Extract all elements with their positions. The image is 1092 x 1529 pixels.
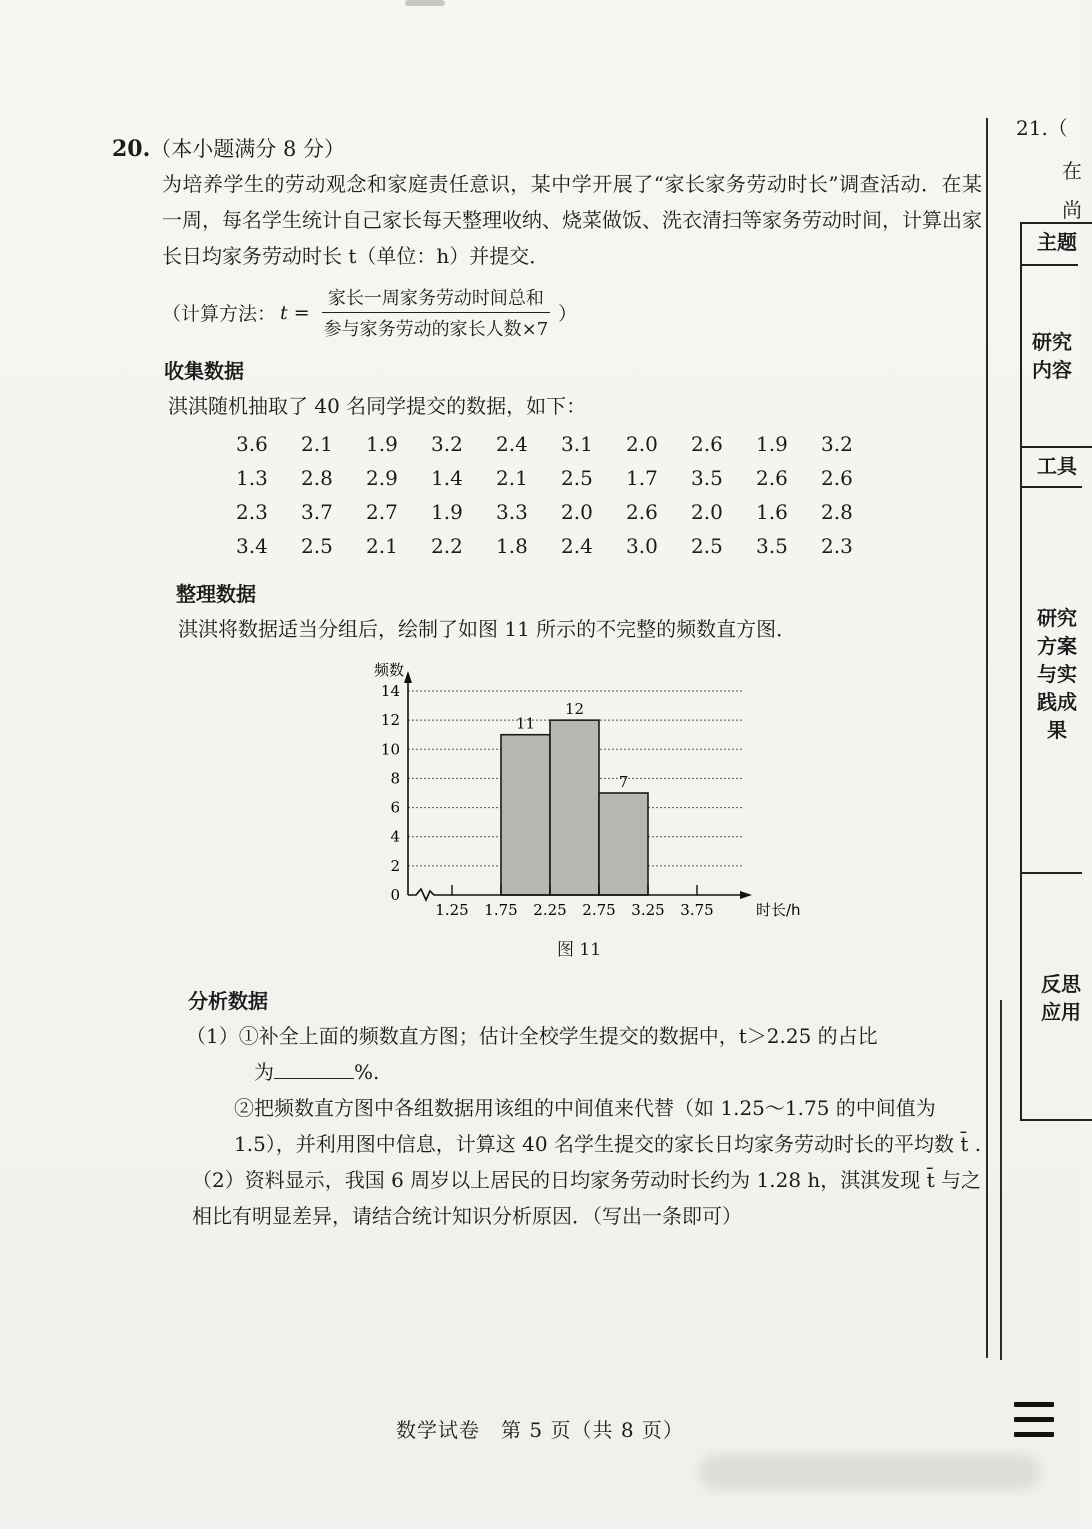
data-value: 3.5 <box>756 534 788 558</box>
question-1a-text: （1）①补全上面的频数直方图；估计全校学生提交的数据中，t＞2.25 的占比 <box>186 1024 878 1048</box>
table-cell-tools: 工具 <box>1022 446 1092 492</box>
data-value: 2.5 <box>561 466 593 490</box>
data-value: 2.0 <box>626 432 658 456</box>
question-1a-unit: %. <box>354 1060 380 1084</box>
problem-21-line1: 在 <box>1062 159 1082 183</box>
problem-21-number: 21.（ <box>1016 116 1068 140</box>
histogram-bar <box>550 720 599 895</box>
column-divider-lower <box>1000 1000 1002 1360</box>
y-tick-label: 4 <box>390 827 400 846</box>
answer-blank[interactable] <box>274 1058 354 1079</box>
data-value: 2.6 <box>691 432 723 456</box>
histogram-figure <box>364 661 801 971</box>
collect-title: 收集数据 <box>164 359 244 383</box>
score-note: （本小题满分 8 分） <box>150 137 345 161</box>
question-2: （2）资料显示，我国 6 周岁以上居民的日均家务劳动时长约为 1.28 h，淇淇发现 t̄ 与之相比有明显差异，请结合统计知识分析原因．（写出一条即可） <box>192 1168 982 1228</box>
x-tick-label: 2.75 <box>582 901 616 919</box>
data-value: 2.4 <box>496 432 528 456</box>
data-value: 2.6 <box>626 500 658 524</box>
method-prefix: （计算方法： <box>162 303 277 325</box>
data-value: 2.5 <box>301 534 333 558</box>
problem-header <box>112 132 982 166</box>
problem-intro: 为培养学生的劳动观念和家庭责任意识，某中学开展了“家长家务劳动时长”调查活动．在某一周，每名学生统计自己家长每天整理收纳、烧菜做饭、洗衣清扫等家务劳动时间，计算出家长日均家务劳动时长 t（单位：h）并提交． <box>162 172 982 268</box>
data-value: 3.2 <box>821 432 853 456</box>
data-value: 1.7 <box>626 466 658 490</box>
histogram-chart <box>364 661 801 931</box>
x-tick-label: 1.75 <box>484 901 518 919</box>
calc-method <box>162 284 982 341</box>
x-axis-label: 时长/h <box>756 901 801 919</box>
question-1b: ②把频数直方图中各组数据用该组的中间值来代替（如 1.25～1.75 的中间值为 1.5），并利用图中信息，计算这 40 名学生提交的家长日均家务劳动时长的平均数 t̄ . <box>234 1096 982 1156</box>
x-tick-label: 1.25 <box>435 901 469 919</box>
data-value: 2.0 <box>691 500 723 524</box>
y-tick-label: 0 <box>390 886 400 904</box>
data-value: 3.0 <box>626 534 658 558</box>
page-edge-mark <box>405 0 445 6</box>
y-tick-label: 12 <box>380 711 400 730</box>
x-tick-label: 2.25 <box>533 901 567 919</box>
data-value: 1.3 <box>236 466 268 490</box>
question-1a-pre: 为 <box>254 1060 274 1084</box>
data-value: 2.6 <box>821 466 853 490</box>
data-value: 2.8 <box>821 500 853 524</box>
table-cell-reflect: 反思应用 <box>1022 872 1082 1216</box>
data-value: 3.2 <box>431 432 463 456</box>
problem-21-table <box>1020 222 1092 1121</box>
data-value: 2.7 <box>366 500 398 524</box>
organize-title: 整理数据 <box>176 582 256 606</box>
organize-desc: 淇淇将数据适当分组后，绘制了如图 11 所示的不完整的频数直方图． <box>178 617 797 641</box>
data-value: 2.3 <box>236 500 268 524</box>
y-tick-label: 8 <box>390 769 400 788</box>
fraction-numerator: 家长一周家务劳动时间总和 <box>322 284 550 313</box>
data-value: 2.0 <box>561 500 593 524</box>
problem-number: 20. <box>112 136 151 162</box>
data-value: 3.3 <box>496 500 528 524</box>
data-value: 1.4 <box>431 466 463 490</box>
data-value: 2.9 <box>366 466 398 490</box>
bar-label: 11 <box>515 714 536 733</box>
problem-21-line2: 尚 <box>1062 198 1082 222</box>
bar-label: 7 <box>618 773 629 791</box>
method-fraction <box>318 284 555 341</box>
histogram-bar <box>501 735 550 895</box>
data-value: 2.5 <box>691 534 723 558</box>
analyze-title: 分析数据 <box>188 989 268 1013</box>
data-value: 3.4 <box>236 534 268 558</box>
table-cell-plan: 研究方案与实践成果 <box>1022 486 1082 984</box>
x-tick-label: 3.25 <box>631 901 665 919</box>
histogram-bar <box>599 793 648 895</box>
data-value: 3.1 <box>561 432 593 456</box>
data-value: 2.2 <box>431 534 463 558</box>
column-divider <box>986 118 988 1358</box>
data-value: 3.5 <box>691 466 723 490</box>
y-tick-label: 6 <box>390 798 400 817</box>
y-tick-label: 14 <box>380 682 400 700</box>
data-value: 2.8 <box>301 466 333 490</box>
method-suffix: ） <box>558 303 578 325</box>
problem-20 <box>112 132 982 1234</box>
x-tick-label: 3.75 <box>680 901 714 919</box>
y-tick-label: 10 <box>380 740 400 759</box>
method-var: t = <box>280 301 310 324</box>
menu-icon[interactable] <box>1014 1402 1054 1446</box>
data-value: 1.6 <box>756 500 788 524</box>
data-value: 2.6 <box>756 466 788 490</box>
y-axis-arrow <box>404 671 412 683</box>
data-value: 2.3 <box>821 534 853 558</box>
data-value: 1.8 <box>496 534 528 558</box>
data-table <box>236 432 982 558</box>
data-value: 2.1 <box>301 432 333 456</box>
table-cell-theme: 主题 <box>1022 222 1092 268</box>
data-value: 1.9 <box>756 432 788 456</box>
data-value: 1.9 <box>366 432 398 456</box>
figure-caption: 图 11 <box>556 940 602 960</box>
data-value: 2.1 <box>496 466 528 490</box>
problem-21-fragment <box>1016 112 1080 223</box>
data-value: 2.4 <box>561 534 593 558</box>
bar-label: 12 <box>564 700 585 719</box>
y-axis-label: 频数 <box>373 661 404 679</box>
data-value: 2.1 <box>366 534 398 558</box>
y-tick-label: 2 <box>390 856 400 875</box>
table-cell-content: 研究内容 <box>1022 264 1078 524</box>
data-value: 3.6 <box>236 432 268 456</box>
data-value: 3.7 <box>301 500 333 524</box>
question-1a-answer-line <box>254 1054 982 1090</box>
blurred-watermark <box>700 1455 1040 1489</box>
collect-desc: 淇淇随机抽取了 40 名同学提交的数据，如下： <box>168 394 587 418</box>
question-1a <box>186 1018 982 1054</box>
fraction-denominator: 参与家务劳动的家长人数×7 <box>323 319 549 340</box>
x-axis-arrow <box>740 891 752 899</box>
page-footer: 数学试卷 第 5 页（共 8 页） <box>396 1418 684 1442</box>
data-value: 1.9 <box>431 500 463 524</box>
